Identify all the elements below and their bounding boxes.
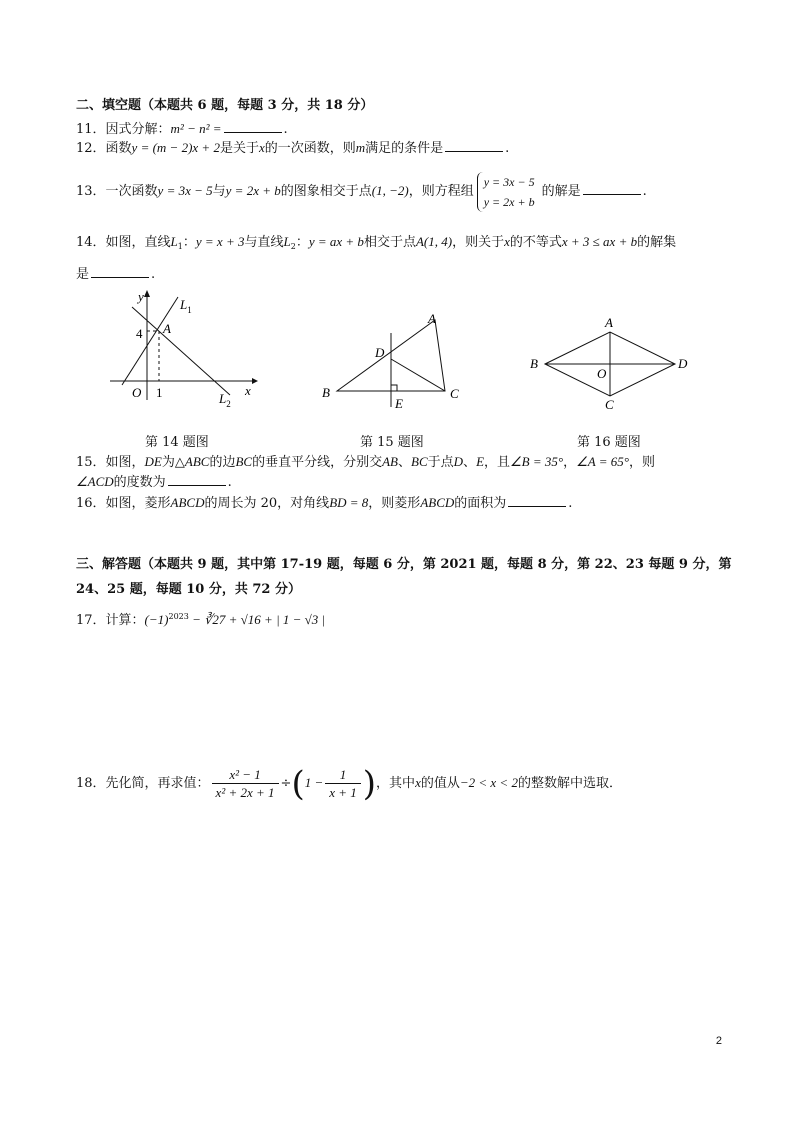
question-13 — [76, 170, 647, 213]
q15-t2: 的边 — [209, 455, 236, 470]
q14-colon2: ： — [295, 235, 309, 250]
q15-D: D — [453, 454, 464, 469]
f15-label-B: B — [322, 385, 330, 400]
q16-t1: 的周长为 20，对角线 — [204, 496, 330, 511]
figure-14 — [100, 285, 270, 415]
q15-t8: ， — [563, 455, 577, 470]
q14-point: A(1, 4) — [415, 234, 453, 249]
q18-den2: x + 1 — [329, 785, 357, 800]
q13-point: (1, −2) — [371, 183, 409, 198]
f15-label-A: A — [428, 311, 436, 326]
q12-mid: 是关于 — [219, 141, 259, 156]
q14-colon1: ： — [182, 235, 196, 250]
q12-mid2: 的一次函数，则 — [264, 141, 356, 156]
f14-label-x: x — [245, 383, 251, 398]
f16-label-B: B — [530, 356, 538, 371]
q12-var-m: m — [355, 140, 366, 155]
q17-rest: − ∛27 + √16 + | 1 − √3 | — [188, 612, 326, 627]
q12-post: 满足的条件是 — [365, 141, 444, 156]
q12-expr: y = (m − 2)x + 2 — [131, 140, 220, 155]
q12-answer-blank[interactable] — [445, 139, 503, 152]
q15-t10: 的度数为 — [113, 475, 166, 490]
f16-label-O: O — [597, 366, 607, 381]
f14-label-1: 1 — [156, 385, 163, 400]
q18-right-paren: ) — [362, 763, 377, 804]
q14-e1: y = x + 3 — [195, 234, 245, 249]
f14-label-y: y — [138, 289, 144, 304]
question-18 — [76, 762, 622, 805]
q15-t5: 于点 — [427, 455, 454, 470]
q15-ABC: ABC — [184, 454, 210, 469]
q18-fraction-1 — [212, 766, 279, 801]
q18-den1: x² + 2x + 1 — [215, 785, 275, 800]
q13-end: . — [642, 184, 647, 199]
q13-mid2: ，则方程组 — [408, 184, 474, 199]
q17-base: (−1) — [144, 612, 169, 627]
q15-t9: ，则 — [628, 455, 655, 470]
q11-label: 11．因式分解： — [76, 122, 171, 137]
q15-angle-ACD: ∠ACD — [76, 474, 114, 489]
q14-L1: L — [170, 234, 178, 249]
question-12 — [76, 139, 509, 158]
section-2-heading: 二、填空题（本题共 6 题，每题 3 分，共 18 分） — [76, 98, 374, 113]
q14-pre: 14．如图，直线 — [76, 235, 171, 250]
f15-segment-CD — [391, 359, 445, 391]
q14-mid3: 的不等式 — [509, 235, 562, 250]
q15-pre: 15．如图， — [76, 455, 145, 470]
q14-mid2: ，则关于 — [452, 235, 505, 250]
q13-equation-system — [477, 172, 539, 212]
q18-fraction-2 — [325, 766, 361, 801]
q13-mid: 的图象相交于点 — [280, 184, 372, 199]
caption-figure-15: 第 15 题图 — [360, 435, 424, 450]
question-16 — [76, 494, 572, 513]
q12-end: . — [505, 141, 510, 156]
figure-16 — [525, 312, 695, 412]
q15-t4: 、 — [398, 455, 412, 470]
f15-label-C: C — [450, 386, 459, 401]
q13-e2: y = 2x + b — [225, 183, 281, 198]
section-3-heading-line1: 三、解答题（本题共 9 题，其中第 17-19 题，每题 6 分，第 2021 题，每题 8 分，第 22、23 每题 9 分，第 — [76, 557, 732, 572]
f15-label-D: D — [375, 345, 385, 360]
q15-E: E — [476, 454, 485, 469]
caption-figure-14: 第 14 题图 — [145, 435, 209, 450]
q11-expr: m² − n² = — [170, 121, 222, 136]
f14-label-4: 4 — [136, 326, 143, 341]
f14-label-A: A — [163, 321, 171, 336]
question-11 — [76, 120, 288, 139]
q18-one-minus: 1 − — [304, 775, 324, 790]
q14-mid: 相交于点 — [363, 235, 416, 250]
q13-sys-eq1: y = 3x − 5 — [483, 174, 535, 189]
f16-label-C: C — [605, 397, 614, 412]
q14-end: . — [151, 267, 156, 282]
q17-exponent: 2023 — [168, 612, 189, 621]
f14-label-L1: $L_1$ — [180, 297, 192, 315]
q15-t3: 的垂直平分线，分别交 — [252, 455, 383, 470]
q15-t6: 、 — [463, 455, 477, 470]
q16-ABCD: ABCD — [170, 495, 205, 510]
question-14-line2 — [76, 265, 155, 284]
q11-answer-blank[interactable] — [224, 120, 282, 133]
q16-end: . — [568, 496, 573, 511]
q15-answer-blank[interactable] — [168, 473, 226, 486]
q15-DE: DE — [144, 454, 162, 469]
q17-pre: 17．计算： — [76, 613, 145, 628]
q18-pre: 18．先化简，再求值： — [76, 776, 210, 791]
question-17 — [76, 608, 325, 630]
q18-num2: 1 — [325, 766, 361, 784]
q16-BD: BD = 8 — [329, 495, 369, 510]
q15-angle-A: ∠A = 65° — [576, 454, 629, 469]
q18-t1: ，其中 — [376, 776, 416, 791]
page-number: 2 — [715, 1035, 722, 1047]
q11-end: . — [283, 122, 288, 137]
q14-line2: 是 — [76, 267, 90, 282]
q15-angle-B: ∠B = 35° — [510, 454, 564, 469]
question-15 — [76, 453, 655, 472]
question-14 — [76, 233, 676, 256]
q15-BC2: BC — [411, 454, 428, 469]
q18-t3: 的整数解中选取． — [517, 776, 622, 791]
q14-e2: y = ax + b — [308, 234, 364, 249]
q14-and: 与直线 — [244, 235, 284, 250]
q14-inequality: x + 3 ≤ ax + b — [561, 234, 638, 249]
q15-t1: 为△ — [161, 455, 185, 470]
section-3-heading-line2: 24、25 题，每题 10 分，共 72 分） — [76, 582, 301, 597]
q18-left-paren: ( — [291, 763, 305, 804]
f14-label-O: O — [132, 385, 142, 400]
q13-sys-eq2: y = 2x + b — [483, 194, 535, 209]
question-15-line2 — [76, 473, 232, 492]
q15-t7: ，且 — [484, 455, 511, 470]
q18-divide: ÷ — [280, 776, 292, 791]
figure-15 — [315, 305, 475, 415]
q16-ABCD2: ABCD — [420, 495, 455, 510]
q12-var-x: x — [258, 140, 265, 155]
q15-AB: AB — [382, 454, 398, 469]
q18-range: −2 < x < 2 — [459, 775, 518, 790]
q14-L2-sub: 2 — [290, 242, 296, 251]
f16-label-D: D — [678, 356, 688, 371]
q13-e1: y = 3x − 5 — [157, 183, 213, 198]
q16-t3: 的面积为 — [454, 496, 507, 511]
q16-t2: ，则菱形 — [368, 496, 421, 511]
q13-pre: 13．一次函数 — [76, 184, 158, 199]
q14-L2: L — [283, 234, 291, 249]
q16-pre: 16．如图，菱形 — [76, 496, 171, 511]
q15-BC: BC — [235, 454, 253, 469]
q15-end: . — [227, 475, 232, 490]
q13-yu: 与 — [212, 184, 226, 199]
caption-figure-16: 第 16 题图 — [577, 435, 641, 450]
f15-right-angle-mark — [391, 385, 397, 391]
f14-label-L2: $L_2$ — [219, 391, 231, 409]
f14-x-arrow-icon — [252, 378, 258, 384]
q14-L1-sub: 1 — [177, 242, 183, 251]
f14-y-arrow-icon — [144, 290, 150, 297]
q14-post: 的解集 — [637, 235, 677, 250]
q16-answer-blank[interactable] — [508, 494, 566, 507]
q13-post: 的解是 — [541, 184, 581, 199]
q14-var-x: x — [504, 234, 510, 249]
q14-answer-blank[interactable] — [91, 265, 149, 278]
q18-num1: x² − 1 — [212, 766, 279, 784]
q12-pre: 12．函数 — [76, 141, 132, 156]
f15-label-E: E — [395, 396, 403, 411]
q18-var-x: x — [415, 775, 421, 790]
f16-label-A: A — [605, 315, 613, 330]
q18-t2: 的值从 — [420, 776, 460, 791]
q13-answer-blank[interactable] — [583, 182, 641, 195]
